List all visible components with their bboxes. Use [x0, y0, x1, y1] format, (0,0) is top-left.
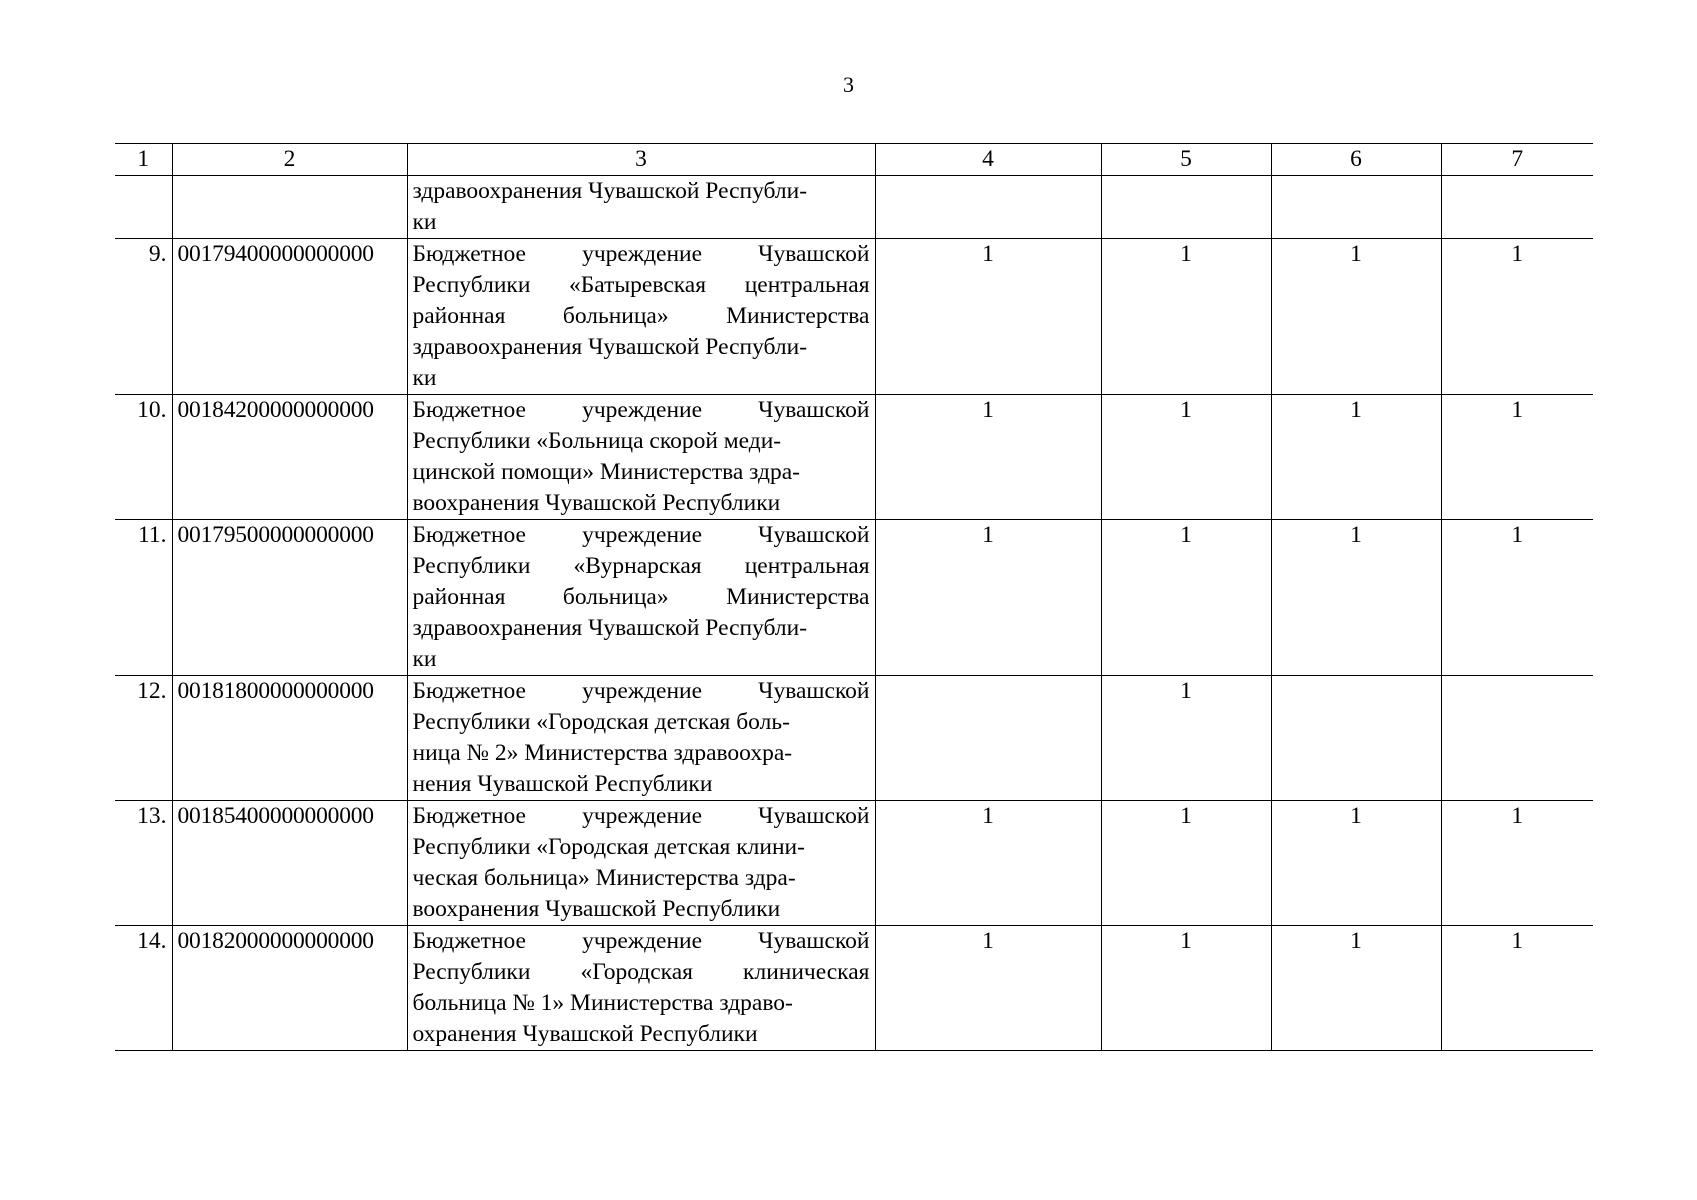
institution-name-cell: Бюджетное учреждение Чувашской Республики «Городская клиническая больница № 1» Министерства здраво- охранения Чувашской Республики	[407, 926, 875, 1051]
column-header-7: 7	[1441, 144, 1593, 176]
column-header-5: 5	[1101, 144, 1271, 176]
table-row	[115, 926, 1593, 1051]
column-header-4: 4	[875, 144, 1101, 176]
header-row	[115, 144, 1593, 176]
column-6-value: 1	[1271, 801, 1441, 926]
registry-code-cell: 00184200000000000	[172, 395, 407, 520]
table-row	[115, 395, 1593, 520]
table-row	[115, 801, 1593, 926]
column-header-6: 6	[1271, 144, 1441, 176]
column-6-value	[1271, 676, 1441, 801]
table-body	[115, 144, 1593, 1051]
column-7-value: 1	[1441, 801, 1593, 926]
column-4-value: 1	[875, 395, 1101, 520]
institution-name-cell: Бюджетное учреждение Чувашской Республики «Городская детская клини- ческая больница» Министерства здра- воохранения Чувашской Республики	[407, 801, 875, 926]
column-6-value: 1	[1271, 395, 1441, 520]
row-number-cell: 13.	[115, 801, 172, 926]
row-number-cell: 14.	[115, 926, 172, 1051]
column-6-value: 1	[1271, 239, 1441, 395]
column-7-value: 1	[1441, 239, 1593, 395]
row-number-cell: 9.	[115, 239, 172, 395]
column-5-value: 1	[1101, 926, 1271, 1051]
registry-code-cell: 00182000000000000	[172, 926, 407, 1051]
column-4-value: 1	[875, 926, 1101, 1051]
column-4-value: 1	[875, 520, 1101, 676]
column-5-value	[1101, 176, 1271, 239]
column-5-value: 1	[1101, 801, 1271, 926]
institution-name-cell: Бюджетное учреждение Чувашской Республики «Городская детская боль- ница № 2» Министерства здравоохра- нения Чувашской Республики	[407, 676, 875, 801]
institution-name-cell: здравоохранения Чувашской Республи- ки	[407, 176, 875, 239]
column-5-value: 1	[1101, 395, 1271, 520]
row-number-cell: 11.	[115, 520, 172, 676]
registry-code-cell: 00185400000000000	[172, 801, 407, 926]
column-7-value	[1441, 676, 1593, 801]
registry-code-cell: 00179400000000000	[172, 239, 407, 395]
registry-code-cell	[172, 176, 407, 239]
institution-name-cell: Бюджетное учреждение Чувашской Республики «Больница скорой меди- цинской помощи» Министерства здра- воохранения Чувашской Республики	[407, 395, 875, 520]
registry-code-cell: 00179500000000000	[172, 520, 407, 676]
column-6-value: 1	[1271, 520, 1441, 676]
table-row	[115, 239, 1593, 395]
table-row	[115, 176, 1593, 239]
column-4-value	[875, 176, 1101, 239]
registry-table	[115, 143, 1593, 1051]
column-5-value: 1	[1101, 239, 1271, 395]
column-7-value	[1441, 176, 1593, 239]
column-4-value	[875, 676, 1101, 801]
table-row	[115, 520, 1593, 676]
institution-name-cell: Бюджетное учреждение Чувашской Республики «Батыревская центральная районная больница» Министерства здравоохранения Чувашской Республи- ки	[407, 239, 875, 395]
column-header-2: 2	[172, 144, 407, 176]
column-5-value: 1	[1101, 520, 1271, 676]
column-4-value: 1	[875, 239, 1101, 395]
column-6-value	[1271, 176, 1441, 239]
column-7-value: 1	[1441, 520, 1593, 676]
column-6-value: 1	[1271, 926, 1441, 1051]
table-row	[115, 676, 1593, 801]
row-number-cell: 12.	[115, 676, 172, 801]
row-number-cell	[115, 176, 172, 239]
column-header-1: 1	[115, 144, 172, 176]
row-number-cell: 10.	[115, 395, 172, 520]
column-7-value: 1	[1441, 395, 1593, 520]
registry-code-cell: 00181800000000000	[172, 676, 407, 801]
column-header-3: 3	[407, 144, 875, 176]
column-4-value: 1	[875, 801, 1101, 926]
column-7-value: 1	[1441, 926, 1593, 1051]
column-5-value: 1	[1101, 676, 1271, 801]
page-number: 3	[843, 72, 854, 97]
institution-name-cell: Бюджетное учреждение Чувашской Республики «Вурнарская центральная районная больница» Министерства здравоохранения Чувашской Республи- ки	[407, 520, 875, 676]
